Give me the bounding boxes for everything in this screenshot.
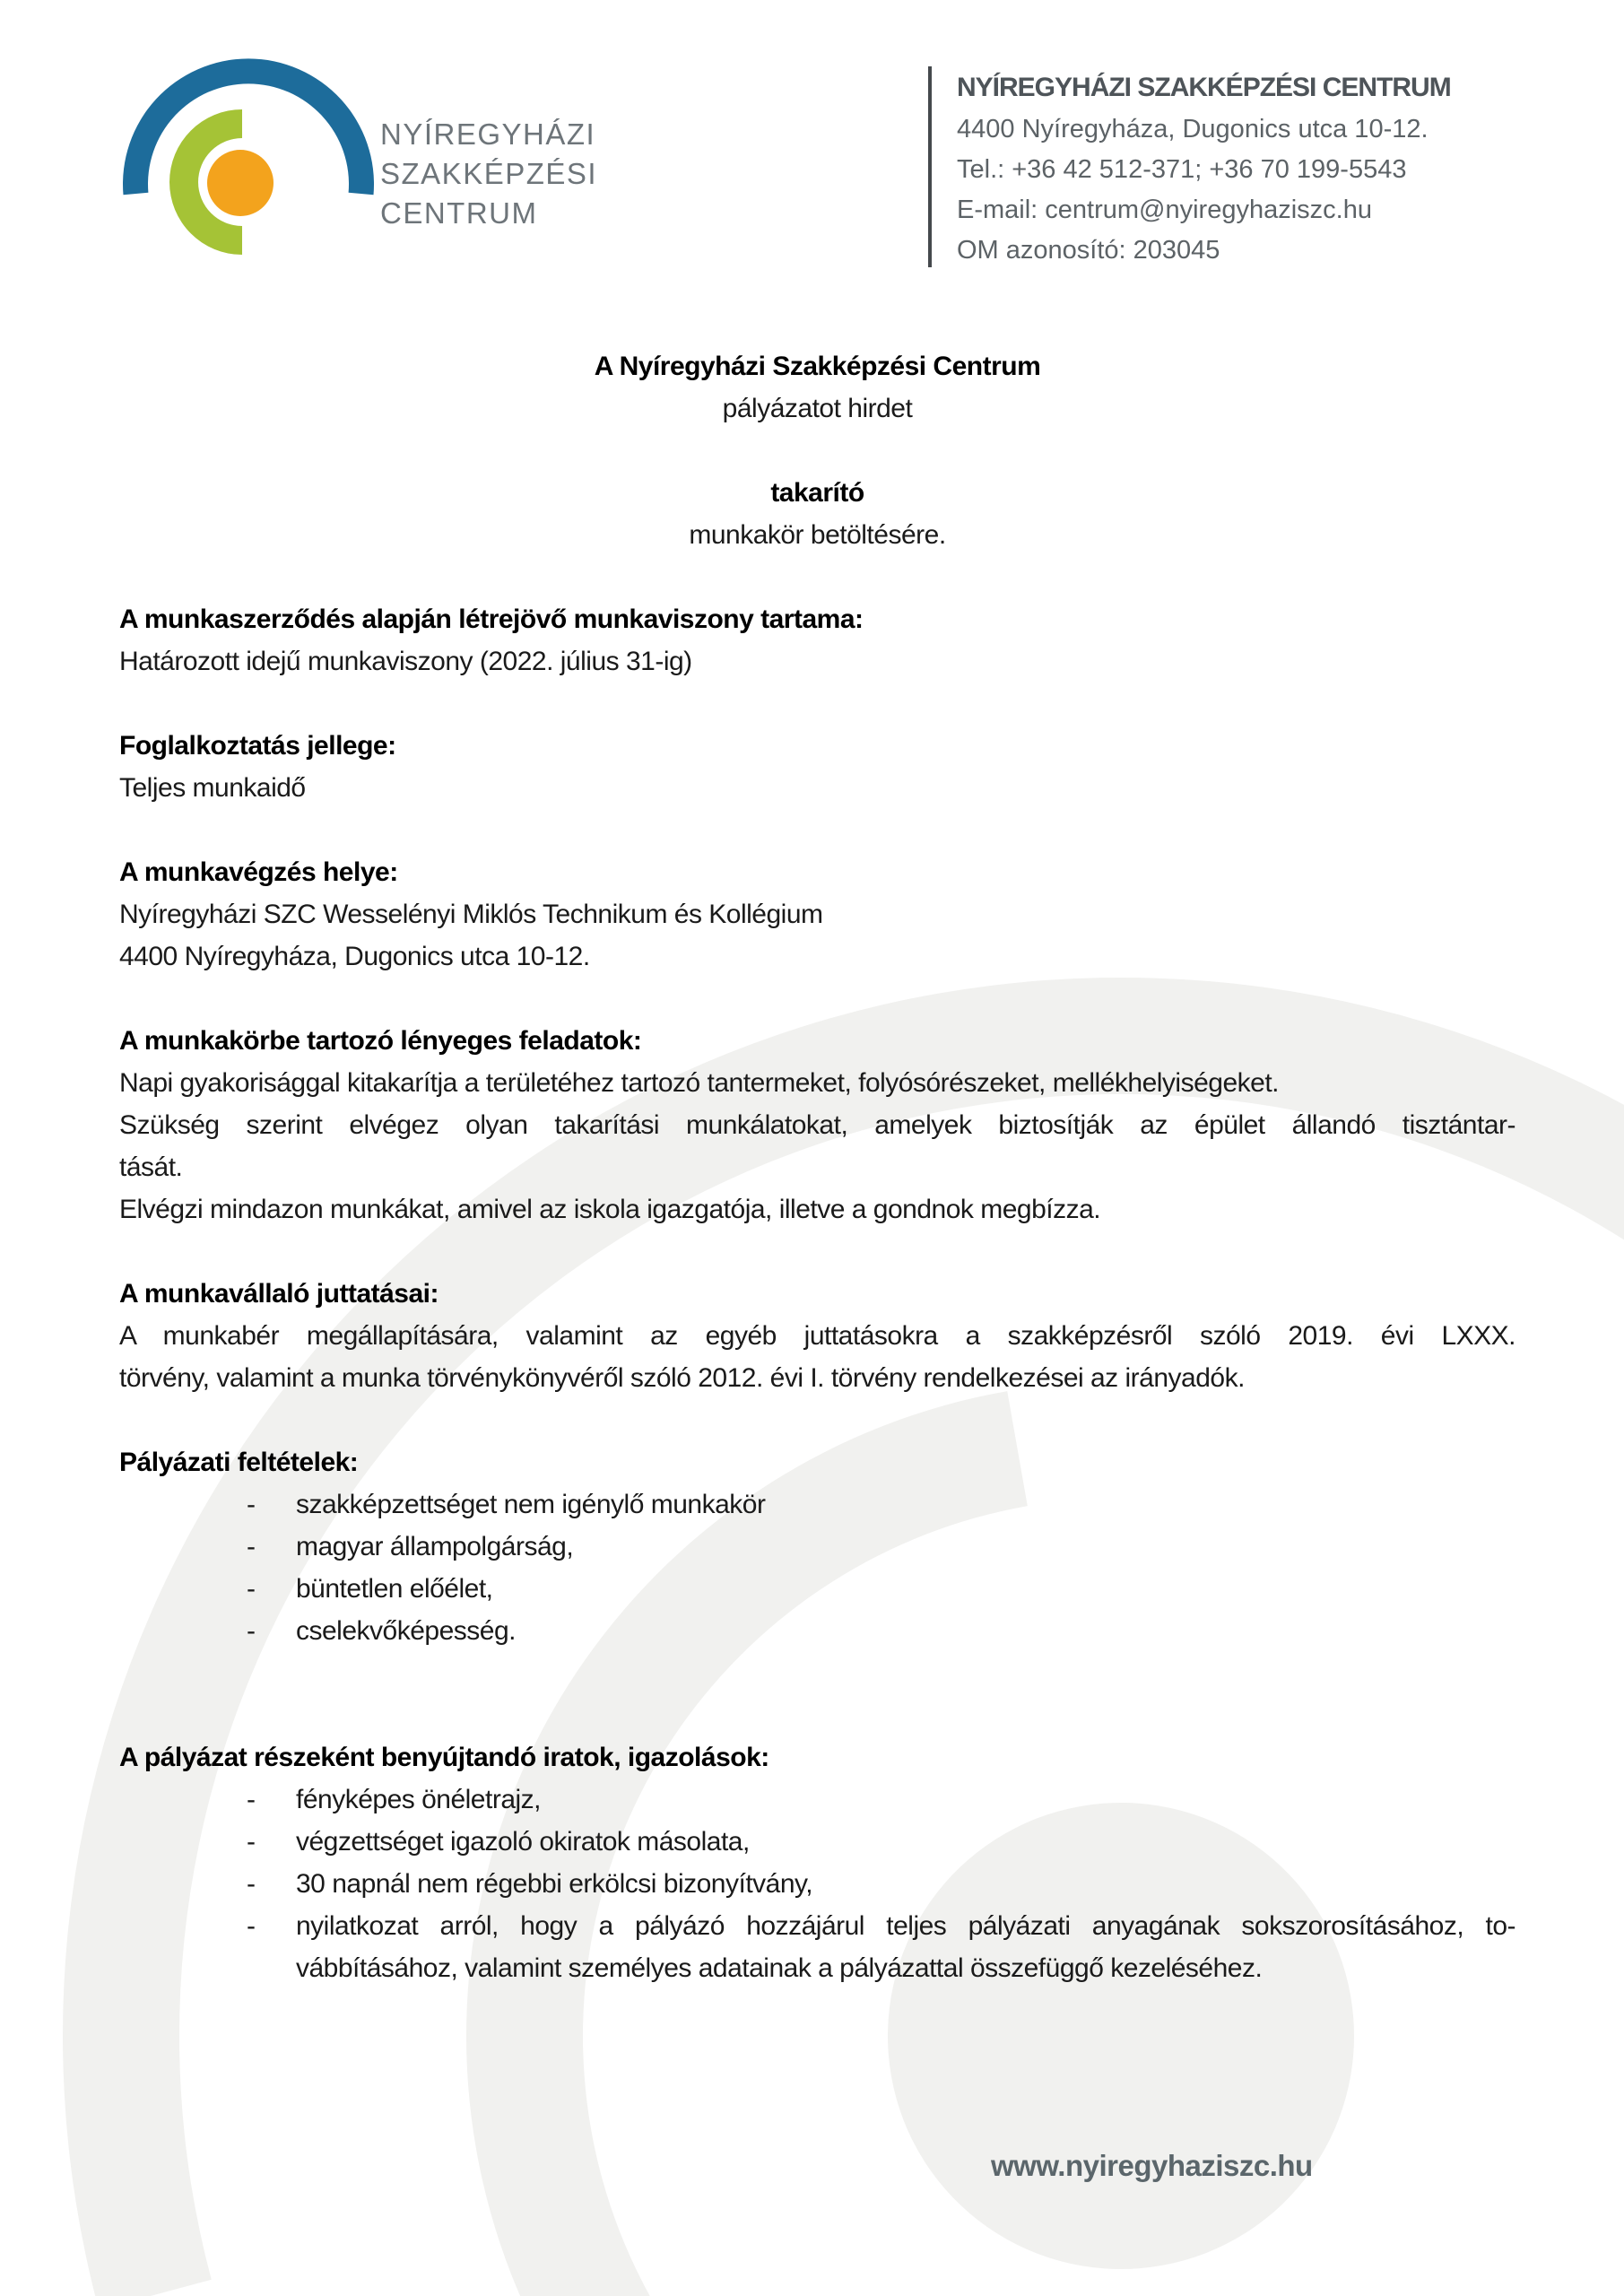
bullet-dash: - bbox=[247, 1490, 256, 1519]
section bbox=[119, 725, 1515, 809]
intro-title: A Nyíregyházi Szakképzési Centrum bbox=[594, 352, 1041, 381]
blank-line bbox=[119, 430, 1515, 472]
body-line: Elvégzi mindazon munkákat, amivel az iskola igazgatója, illetve a gondnok megbízza. bbox=[119, 1195, 1101, 1224]
logo-wordmark-line: NYÍREGYHÁZI bbox=[380, 117, 596, 151]
bullet-dash: - bbox=[247, 1532, 256, 1561]
intro-closing: munkakör betöltésére. bbox=[689, 520, 946, 550]
section bbox=[119, 598, 1515, 683]
logo-wordmark bbox=[380, 115, 597, 233]
bullet-dash: - bbox=[247, 1869, 256, 1899]
list-item bbox=[119, 1610, 1515, 1652]
list-item-text bbox=[296, 1821, 1515, 1863]
org-logo-icon bbox=[119, 56, 379, 280]
list-item-line: 30 napnál nem régebbi erkölcsi bizonyítvány, bbox=[296, 1869, 813, 1899]
section bbox=[119, 851, 1515, 978]
org-phone: Tel.: +36 42 512-371; +36 70 199-5543 bbox=[957, 155, 1407, 184]
section-heading: A munkavégzés helye: bbox=[119, 857, 398, 887]
footer-website: www.nyiregyhaziszc.hu bbox=[991, 2149, 1313, 2182]
list-item-text bbox=[296, 1610, 1515, 1652]
bullet-dash: - bbox=[247, 1616, 256, 1646]
list-item-line: nyilatkozat arról, hogy a pályázó hozzájárul teljes pályázati anyagának sokszorosításához, to- bbox=[296, 1911, 1515, 1941]
logo-orange-dot bbox=[207, 150, 274, 216]
list-item bbox=[119, 1779, 1515, 1821]
list-item-line: szakképzettséget nem igénylő munkakör bbox=[296, 1490, 766, 1519]
section bbox=[119, 1736, 1515, 1989]
intro-subtitle: pályázatot hirdet bbox=[722, 394, 913, 423]
list-item bbox=[119, 1821, 1515, 1863]
list-item-line: büntetlen előélet, bbox=[296, 1574, 493, 1604]
list-item-line: cselekvőképesség. bbox=[296, 1616, 516, 1646]
body-line: Nyíregyházi SZC Wesselényi Miklós Technikum és Kollégium bbox=[119, 900, 823, 929]
logo-wordmark-line: CENTRUM bbox=[380, 196, 538, 230]
bullet-dash: - bbox=[247, 1574, 256, 1604]
body-line: Teljes munkaidő bbox=[119, 773, 306, 803]
section bbox=[119, 1020, 1515, 1231]
org-email: E-mail: centrum@nyiregyhaziszc.hu bbox=[957, 196, 1372, 224]
list-item-text bbox=[296, 1526, 1515, 1568]
body-line: Határozott idejű munkaviszony (2022. július 31-ig) bbox=[119, 647, 692, 676]
org-address: 4400 Nyíregyháza, Dugonics utca 10-12. bbox=[957, 115, 1429, 144]
bullet-dash: - bbox=[247, 1911, 256, 1941]
section bbox=[119, 1273, 1515, 1399]
section-heading: A pályázat részeként benyújtandó iratok, igazolások: bbox=[119, 1743, 769, 1772]
list-item bbox=[119, 1863, 1515, 1905]
list-item-line: magyar állampolgárság, bbox=[296, 1532, 574, 1561]
list-item-line: fényképes önéletrajz, bbox=[296, 1785, 542, 1814]
list-item bbox=[119, 1526, 1515, 1568]
section-heading: Foglalkoztatás jellege: bbox=[119, 731, 396, 761]
sections-container bbox=[119, 598, 1515, 1989]
bullet-dash: - bbox=[247, 1827, 256, 1857]
list-item-line: vábbításához, valamint személyes adatainak a pályázattal összefüggő kezeléséhez. bbox=[296, 1953, 1263, 1983]
logo-wordmark-line: SZAKKÉPZÉSI bbox=[380, 157, 598, 190]
section-heading: A munkaszerződés alapján létrejövő munkaviszony tartama: bbox=[119, 604, 864, 634]
list-item bbox=[119, 1483, 1515, 1526]
list-item-text bbox=[296, 1568, 1515, 1610]
body-line: 4400 Nyíregyháza, Dugonics utca 10-12. bbox=[119, 942, 590, 971]
body-line: tását. bbox=[119, 1152, 183, 1182]
org-name: NYÍREGYHÁZI SZAKKÉPZÉSI CENTRUM bbox=[957, 73, 1451, 102]
job-position: takarító bbox=[770, 478, 864, 508]
body-line: törvény, valamint a munka törvénykönyvéről szóló 2012. évi I. törvény rendelkezései az irányadók. bbox=[119, 1363, 1245, 1393]
body-line: A munkabér megállapítására, valamint az egyéb juttatásokra a szakképzésről szóló 2019. évi LXXX. bbox=[119, 1321, 1515, 1351]
section-heading: Pályázati feltételek: bbox=[119, 1448, 359, 1477]
list-item-line: végzettséget igazoló okiratok másolata, bbox=[296, 1827, 750, 1857]
list-item bbox=[119, 1905, 1515, 1989]
document-body bbox=[119, 345, 1515, 1989]
section-heading: A munkavállaló juttatásai: bbox=[119, 1279, 439, 1309]
section bbox=[119, 1441, 1515, 1652]
list-item-text bbox=[296, 1483, 1515, 1526]
org-om-id: OM azonosító: 203045 bbox=[957, 236, 1220, 265]
body-line: Napi gyakorisággal kitakarítja a területéhez tartozó tantermeket, folyósórészeket, mellékhelyiségeket. bbox=[119, 1068, 1280, 1098]
list-item-text bbox=[296, 1905, 1515, 1989]
list-item bbox=[119, 1568, 1515, 1610]
list-item-text bbox=[296, 1779, 1515, 1821]
list-item-text bbox=[296, 1863, 1515, 1905]
bullet-dash: - bbox=[247, 1785, 256, 1814]
body-line: Szükség szerint elvégez olyan takarítási munkálatokat, amelyek biztosítják az épület állandó tisztántar- bbox=[119, 1110, 1515, 1140]
section-heading: A munkakörbe tartozó lényeges feladatok: bbox=[119, 1026, 642, 1056]
contact-block bbox=[928, 66, 1451, 267]
